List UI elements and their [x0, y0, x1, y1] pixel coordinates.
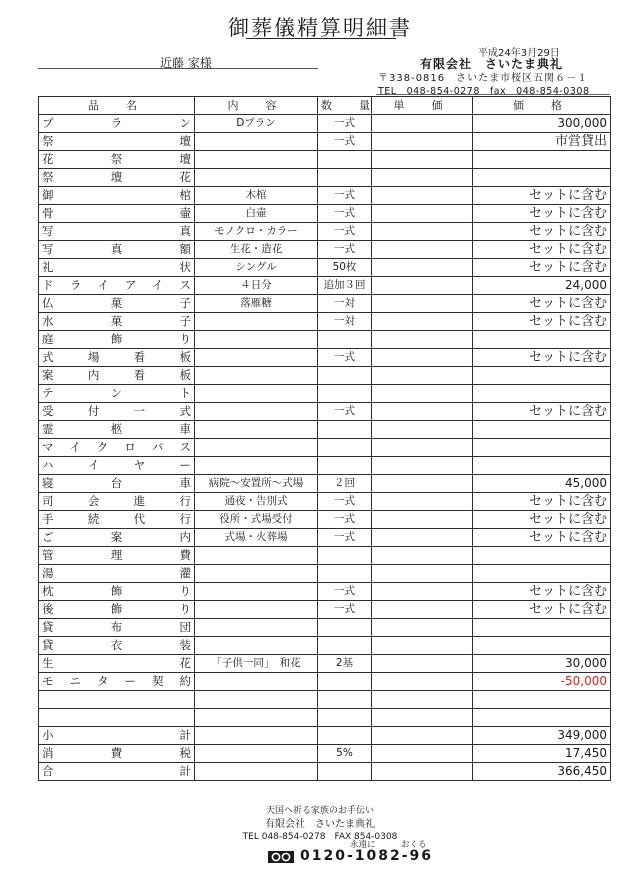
item-qty-cell: 5%: [318, 745, 372, 763]
item-qty-cell: [318, 169, 372, 187]
item-price-cell: セットに含む: [473, 223, 611, 241]
item-unit-cell: [372, 439, 473, 457]
item-price-cell: [473, 151, 611, 169]
table-row: [39, 673, 611, 691]
item-qty-cell: ２回: [318, 475, 372, 493]
table-row: [39, 763, 611, 781]
item-price-cell: 45,000: [473, 475, 611, 493]
item-name-cell: 枕飾り: [39, 583, 195, 601]
item-qty-cell: [318, 565, 372, 583]
item-name-cell: 生花: [39, 655, 195, 673]
item-content-cell: [195, 133, 318, 151]
item-name-cell: 寝台車: [39, 475, 195, 493]
item-price-cell: [473, 439, 611, 457]
item-name-cell: ご案内: [39, 529, 195, 547]
item-name-cell: 手続代行: [39, 511, 195, 529]
table-row: [39, 115, 611, 133]
footer-reading: 永遠に おくる: [350, 840, 427, 850]
item-unit-cell: [372, 565, 473, 583]
item-price-cell: [473, 619, 611, 637]
table-row: [39, 529, 611, 547]
item-name-cell: 後飾り: [39, 601, 195, 619]
table-row: [39, 331, 611, 349]
item-price-cell: [473, 691, 611, 709]
table-body: [39, 115, 611, 781]
item-unit-cell: [372, 295, 473, 313]
title-underline: [246, 38, 396, 39]
item-content-cell: [195, 709, 318, 727]
item-price-cell: セットに含む: [473, 493, 611, 511]
item-content-cell: [195, 349, 318, 367]
item-content-cell: [195, 637, 318, 655]
footer-tagline: 天国へ祈る家族のお手伝い: [265, 806, 374, 816]
item-unit-cell: [372, 313, 473, 331]
item-price-cell: セットに含む: [473, 349, 611, 367]
item-name-cell: プラン: [39, 115, 195, 133]
item-content-cell: [195, 403, 318, 421]
item-price-cell: 349,000: [473, 727, 611, 745]
item-price-cell: 市営貸出: [473, 133, 611, 151]
item-qty-cell: 2基: [318, 655, 372, 673]
item-unit-cell: [372, 763, 473, 781]
item-qty-cell: [318, 385, 372, 403]
item-content-cell: [195, 313, 318, 331]
table-row: [39, 259, 611, 277]
item-unit-cell: [372, 385, 473, 403]
item-content-cell: [195, 691, 318, 709]
item-name-cell: 祭壇花: [39, 169, 195, 187]
item-qty-cell: [318, 439, 372, 457]
item-content-cell: [195, 169, 318, 187]
item-content-cell: 役所・式場受付: [195, 511, 318, 529]
statement-table: [38, 96, 611, 781]
item-name-cell: 花祭壇: [39, 151, 195, 169]
item-content-cell: 通夜・告別式: [195, 493, 318, 511]
item-unit-cell: [372, 259, 473, 277]
item-price-cell: [473, 457, 611, 475]
item-price-cell: 300,000: [473, 115, 611, 133]
table-row: [39, 133, 611, 151]
item-name-cell: 小計: [39, 727, 195, 745]
item-unit-cell: [372, 133, 473, 151]
contact-underline: [376, 94, 610, 95]
item-unit-cell: [372, 223, 473, 241]
company-name: 有限会社 さいたま典礼: [420, 57, 564, 71]
item-price-cell: -50,000: [473, 673, 611, 691]
item-qty-cell: [318, 673, 372, 691]
item-qty-cell: 一式: [318, 187, 372, 205]
item-unit-cell: [372, 241, 473, 259]
table-row: [39, 151, 611, 169]
table-row: [39, 223, 611, 241]
item-name-cell: 案内看板: [39, 367, 195, 385]
item-price-cell: セットに含む: [473, 583, 611, 601]
item-unit-cell: [372, 349, 473, 367]
item-unit-cell: [372, 709, 473, 727]
item-qty-cell: [318, 367, 372, 385]
item-content-cell: Dプラン: [195, 115, 318, 133]
freedial-icon: [268, 851, 294, 863]
item-content-cell: 木棺: [195, 187, 318, 205]
table-row: [39, 745, 611, 763]
item-name-cell: 礼状: [39, 259, 195, 277]
item-unit-cell: [372, 403, 473, 421]
item-name-cell: 仏菓子: [39, 295, 195, 313]
item-price-cell: セットに含む: [473, 511, 611, 529]
item-content-cell: [195, 421, 318, 439]
table-row: [39, 601, 611, 619]
item-name-cell: 庭飾り: [39, 331, 195, 349]
header-price: 価 格: [473, 97, 611, 115]
item-content-cell: 生花・造花: [195, 241, 318, 259]
table-row: [39, 547, 611, 565]
table-row: [39, 349, 611, 367]
item-price-cell: セットに含む: [473, 241, 611, 259]
item-unit-cell: [372, 655, 473, 673]
table-row: [39, 187, 611, 205]
item-price-cell: 366,450: [473, 763, 611, 781]
item-unit-cell: [372, 475, 473, 493]
item-price-cell: セットに含む: [473, 187, 611, 205]
item-name-cell: 受付一式: [39, 403, 195, 421]
item-unit-cell: [372, 637, 473, 655]
item-unit-cell: [372, 493, 473, 511]
item-name-cell: 骨壷: [39, 205, 195, 223]
item-unit-cell: [372, 529, 473, 547]
item-price-cell: [473, 385, 611, 403]
item-content-cell: [195, 673, 318, 691]
item-unit-cell: [372, 205, 473, 223]
item-content-cell: [195, 547, 318, 565]
company-address: 〒338-0816 さいたま市桜区五関６－１: [378, 73, 589, 84]
item-unit-cell: [372, 619, 473, 637]
item-price-cell: [473, 637, 611, 655]
item-unit-cell: [372, 691, 473, 709]
company-contact: TEL 048-854-0278 fax 048-854-0308: [378, 86, 590, 97]
header-qty: 数 量: [318, 97, 372, 115]
item-name-cell: 貸衣装: [39, 637, 195, 655]
item-name-cell: 祭壇: [39, 133, 195, 151]
table-row: [39, 619, 611, 637]
table-row: [39, 439, 611, 457]
item-name-cell: 合計: [39, 763, 195, 781]
item-unit-cell: [372, 601, 473, 619]
item-price-cell: [473, 709, 611, 727]
table-row: [39, 511, 611, 529]
item-name-cell: ドライアイス: [39, 277, 195, 295]
item-content-cell: 式場・火葬場: [195, 529, 318, 547]
item-qty-cell: 一式: [318, 601, 372, 619]
table-row: [39, 421, 611, 439]
table-row: [39, 295, 611, 313]
item-content-cell: 白壷: [195, 205, 318, 223]
item-unit-cell: [372, 511, 473, 529]
item-qty-cell: 一式: [318, 115, 372, 133]
item-price-cell: セットに含む: [473, 259, 611, 277]
document-title: 御葬儀精算明細書: [228, 16, 412, 40]
footer-contact: TEL 048-854-0278 FAX 854-0308: [242, 832, 398, 842]
item-qty-cell: [318, 637, 372, 655]
item-qty-cell: [318, 691, 372, 709]
footer-company: 有限会社 さいたま典礼: [265, 819, 375, 830]
item-unit-cell: [372, 367, 473, 385]
item-qty-cell: 一式: [318, 529, 372, 547]
table-row: [39, 727, 611, 745]
item-content-cell: [195, 745, 318, 763]
item-price-cell: 24,000: [473, 277, 611, 295]
table-row: [39, 367, 611, 385]
item-content-cell: シングル: [195, 259, 318, 277]
item-qty-cell: 一対: [318, 313, 372, 331]
client-underline: [38, 68, 318, 69]
table-row: [39, 691, 611, 709]
item-qty-cell: [318, 547, 372, 565]
item-unit-cell: [372, 457, 473, 475]
item-content-cell: [195, 331, 318, 349]
item-price-cell: [473, 421, 611, 439]
item-price-cell: [473, 331, 611, 349]
item-name-cell: 消費税: [39, 745, 195, 763]
item-qty-cell: 一対: [318, 295, 372, 313]
item-name-cell: 司会進行: [39, 493, 195, 511]
table-row: [39, 475, 611, 493]
item-qty-cell: 追加３回: [318, 277, 372, 295]
item-name-cell: 写真: [39, 223, 195, 241]
item-name-cell: [39, 691, 195, 709]
item-name-cell: 式場看板: [39, 349, 195, 367]
item-content-cell: [195, 583, 318, 601]
item-content-cell: ４日分: [195, 277, 318, 295]
table-row: [39, 403, 611, 421]
item-name-cell: 水菓子: [39, 313, 195, 331]
item-name-cell: 管理費: [39, 547, 195, 565]
item-qty-cell: 一式: [318, 583, 372, 601]
item-name-cell: モニター契約: [39, 673, 195, 691]
item-name-cell: [39, 709, 195, 727]
table-row: [39, 457, 611, 475]
item-qty-cell: 一式: [318, 241, 372, 259]
item-unit-cell: [372, 547, 473, 565]
item-unit-cell: [372, 727, 473, 745]
item-content-cell: [195, 727, 318, 745]
item-name-cell: 湯灌: [39, 565, 195, 583]
item-price-cell: セットに含む: [473, 205, 611, 223]
item-content-cell: [195, 439, 318, 457]
item-name-cell: マイクロバス: [39, 439, 195, 457]
header-content: 内 容: [195, 97, 318, 115]
item-name-cell: ハイヤー: [39, 457, 195, 475]
item-unit-cell: [372, 151, 473, 169]
item-name-cell: 貸布団: [39, 619, 195, 637]
item-unit-cell: [372, 745, 473, 763]
item-unit-cell: [372, 277, 473, 295]
table-row: [39, 169, 611, 187]
item-price-cell: [473, 169, 611, 187]
item-content-cell: [195, 151, 318, 169]
table-row: [39, 241, 611, 259]
item-content-cell: 「子供一同」 和花: [195, 655, 318, 673]
item-price-cell: 17,450: [473, 745, 611, 763]
item-content-cell: [195, 601, 318, 619]
item-qty-cell: 一式: [318, 133, 372, 151]
item-qty-cell: [318, 457, 372, 475]
item-qty-cell: 一式: [318, 403, 372, 421]
item-content-cell: [195, 565, 318, 583]
item-name-cell: 御棺: [39, 187, 195, 205]
item-qty-cell: 50枚: [318, 259, 372, 277]
item-qty-cell: [318, 331, 372, 349]
item-unit-cell: [372, 169, 473, 187]
item-content-cell: [195, 367, 318, 385]
table-row: [39, 277, 611, 295]
item-qty-cell: 一式: [318, 223, 372, 241]
item-price-cell: セットに含む: [473, 313, 611, 331]
item-unit-cell: [372, 673, 473, 691]
table-row: [39, 493, 611, 511]
item-content-cell: 病院～安置所～式場: [195, 475, 318, 493]
item-name-cell: 霊柩車: [39, 421, 195, 439]
issue-date: 平成24年3月29日: [478, 48, 560, 59]
item-price-cell: [473, 547, 611, 565]
item-qty-cell: 一式: [318, 493, 372, 511]
freedial-number: 0120-1082-96: [300, 848, 434, 864]
table-row: [39, 565, 611, 583]
item-unit-cell: [372, 331, 473, 349]
item-qty-cell: [318, 763, 372, 781]
item-price-cell: セットに含む: [473, 601, 611, 619]
item-price-cell: セットに含む: [473, 295, 611, 313]
item-content-cell: [195, 457, 318, 475]
table-row: [39, 313, 611, 331]
item-price-cell: セットに含む: [473, 529, 611, 547]
item-content-cell: [195, 385, 318, 403]
item-content-cell: モノクロ・カラー: [195, 223, 318, 241]
item-qty-cell: [318, 421, 372, 439]
item-qty-cell: [318, 151, 372, 169]
table-header-row: [39, 97, 611, 115]
table-row: [39, 385, 611, 403]
item-qty-cell: [318, 709, 372, 727]
table-row: [39, 655, 611, 673]
table-row: [39, 583, 611, 601]
client-name: 近藤 家様: [160, 56, 212, 70]
item-price-cell: [473, 565, 611, 583]
item-content-cell: 落雁糖: [195, 295, 318, 313]
table-row: [39, 709, 611, 727]
table-row: [39, 637, 611, 655]
item-content-cell: [195, 763, 318, 781]
item-name-cell: テント: [39, 385, 195, 403]
header-unit: 単 価: [372, 97, 473, 115]
item-unit-cell: [372, 115, 473, 133]
item-unit-cell: [372, 583, 473, 601]
item-content-cell: [195, 619, 318, 637]
item-qty-cell: 一式: [318, 205, 372, 223]
item-qty-cell: 一式: [318, 511, 372, 529]
item-price-cell: [473, 367, 611, 385]
item-qty-cell: [318, 619, 372, 637]
item-unit-cell: [372, 421, 473, 439]
item-qty-cell: [318, 727, 372, 745]
item-qty-cell: 一式: [318, 349, 372, 367]
item-price-cell: 30,000: [473, 655, 611, 673]
item-price-cell: セットに含む: [473, 403, 611, 421]
item-name-cell: 写真額: [39, 241, 195, 259]
table-row: [39, 205, 611, 223]
item-unit-cell: [372, 187, 473, 205]
header-item: 品 名: [39, 97, 195, 115]
